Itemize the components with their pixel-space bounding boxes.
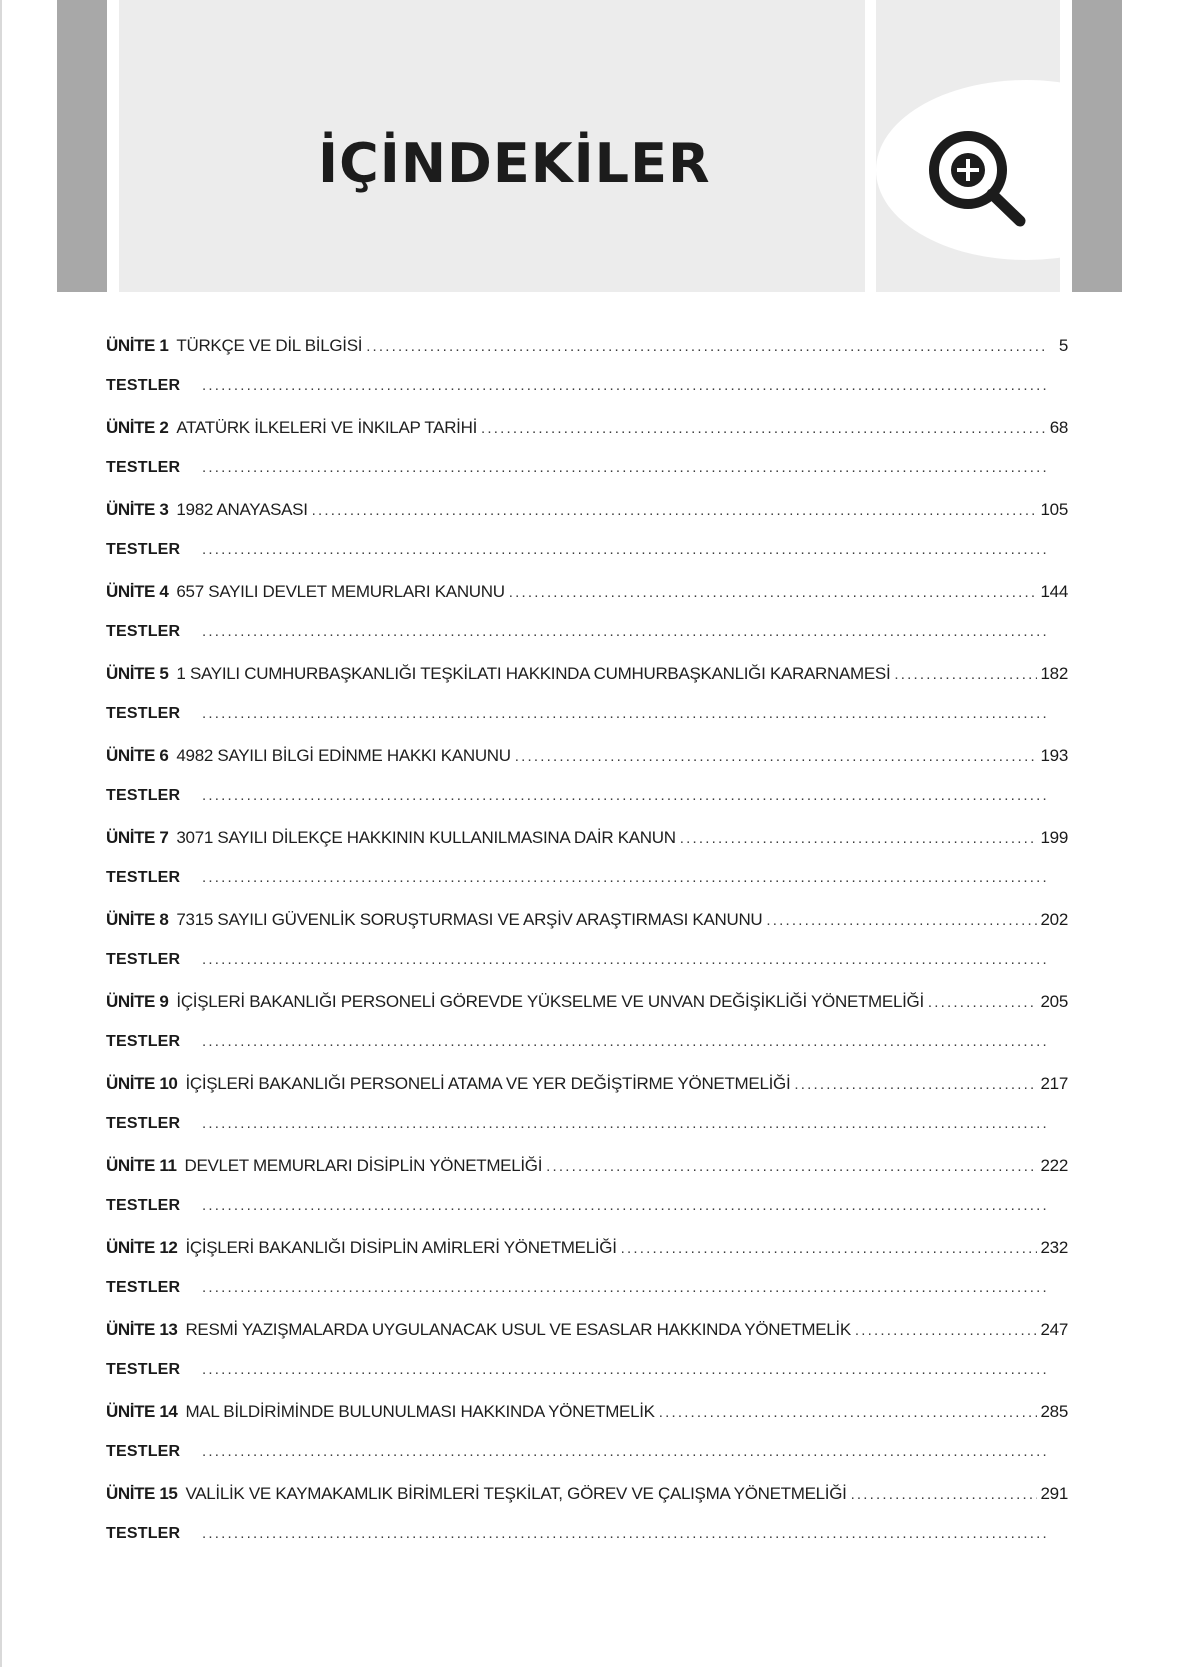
- zoom-in-icon: [926, 130, 1036, 230]
- unit-title: VALİLİK VE KAYMAKAMLIK BİRİMLERİ TEŞKİLAT, GÖREV VE ÇALIŞMA YÖNETMELİĞİ: [185, 1484, 847, 1503]
- dot-leader: [202, 1197, 1048, 1214]
- toc-test-row[interactable]: [106, 1115, 1068, 1156]
- toc-test-row[interactable]: [106, 705, 1068, 746]
- toc-test-row[interactable]: [106, 951, 1068, 992]
- test-label: TESTLER: [106, 459, 181, 476]
- dot-leader: [509, 584, 1037, 601]
- unit-number: ÜNİTE 3: [106, 500, 169, 519]
- dot-leader: [202, 1443, 1048, 1460]
- toc-test-row[interactable]: [106, 459, 1068, 500]
- unit-title: İÇİŞLERİ BAKANLIĞI DİSİPLİN AMİRLERİ YÖNETMELİĞİ: [185, 1238, 617, 1257]
- unit-number: ÜNİTE 6: [106, 746, 169, 765]
- test-label: TESTLER: [106, 1361, 181, 1378]
- test-label: TESTLER: [106, 1443, 181, 1460]
- header-icon-panel: [876, 0, 1060, 292]
- unit-number: ÜNİTE 7: [106, 828, 169, 847]
- unit-title: 7315 SAYILI GÜVENLİK SORUŞTURMASI VE ARŞİV ARAŞTIRMASI KANUNU: [176, 910, 763, 929]
- toc-unit-row[interactable]: [106, 746, 1068, 787]
- toc-unit-row[interactable]: [106, 1156, 1068, 1197]
- dot-leader: [202, 1361, 1048, 1378]
- dot-leader: [851, 1486, 1037, 1503]
- unit-number: ÜNİTE 14: [106, 1402, 178, 1421]
- dot-leader: [928, 994, 1037, 1011]
- dot-leader: [202, 1115, 1048, 1132]
- table-of-contents: [106, 336, 1068, 1566]
- toc-test-row[interactable]: [106, 1197, 1068, 1238]
- page-number: 247: [1040, 1320, 1068, 1339]
- dot-leader: [202, 787, 1048, 804]
- page-number: 182: [1040, 664, 1068, 683]
- toc-test-row[interactable]: [106, 1443, 1068, 1484]
- test-label: TESTLER: [106, 1115, 181, 1132]
- test-label: TESTLER: [106, 787, 181, 804]
- unit-title: İÇİŞLERİ BAKANLIĞI PERSONELİ GÖREVDE YÜKSELME VE UNVAN DEĞİŞİKLİĞİ YÖNETMELİĞİ: [176, 992, 924, 1011]
- dot-leader: [312, 502, 1037, 519]
- dot-leader: [202, 1033, 1048, 1050]
- dot-leader: [546, 1158, 1036, 1175]
- toc-unit-row[interactable]: [106, 418, 1068, 459]
- toc-test-row[interactable]: [106, 623, 1068, 664]
- dot-leader: [794, 1076, 1036, 1093]
- toc-unit-row[interactable]: [106, 664, 1068, 705]
- page-number: 202: [1040, 910, 1068, 929]
- dot-leader: [621, 1240, 1037, 1257]
- dot-leader: [481, 420, 1046, 437]
- page-number: 144: [1040, 582, 1068, 601]
- page-title: İÇİNDEKİLER: [318, 132, 711, 195]
- unit-title: 1 SAYILI CUMHURBAŞKANLIĞI TEŞKİLATI HAKKINDA CUMHURBAŞKANLIĞI KARARNAMESİ: [176, 664, 891, 683]
- page-number: 199: [1040, 828, 1068, 847]
- test-label: TESTLER: [106, 1033, 181, 1050]
- page-number: 285: [1040, 1402, 1068, 1421]
- test-label: TESTLER: [106, 623, 181, 640]
- dot-leader: [680, 830, 1037, 847]
- page-number: 232: [1040, 1238, 1068, 1257]
- dot-leader: [659, 1404, 1037, 1421]
- test-label: TESTLER: [106, 869, 181, 886]
- page-number: 205: [1040, 992, 1068, 1011]
- toc-test-row[interactable]: [106, 541, 1068, 582]
- unit-number: ÜNİTE 1: [106, 336, 169, 355]
- unit-number: ÜNİTE 15: [106, 1484, 178, 1503]
- dot-leader: [202, 623, 1048, 640]
- toc-unit-row[interactable]: [106, 1402, 1068, 1443]
- dot-leader: [894, 666, 1036, 683]
- test-label: TESTLER: [106, 705, 181, 722]
- page-number: 5: [1058, 336, 1068, 355]
- unit-title: 4982 SAYILI BİLGİ EDİNME HAKKI KANUNU: [176, 746, 511, 765]
- toc-unit-row[interactable]: [106, 582, 1068, 623]
- unit-title: ATATÜRK İLKELERİ VE İNKILAP TARİHİ: [176, 418, 478, 437]
- toc-unit-row[interactable]: [106, 1484, 1068, 1525]
- dot-leader: [202, 1525, 1048, 1542]
- toc-test-row[interactable]: [106, 787, 1068, 828]
- unit-title: 1982 ANAYASASI: [176, 500, 308, 519]
- header-band-left: [57, 0, 107, 292]
- page-number: 105: [1040, 500, 1068, 519]
- unit-title: TÜRKÇE VE DİL BİLGİSİ: [176, 336, 363, 355]
- toc-test-row[interactable]: [106, 1279, 1068, 1320]
- toc-test-row[interactable]: [106, 377, 1068, 418]
- header-band-right: [1072, 0, 1122, 292]
- test-label: TESTLER: [106, 1525, 181, 1542]
- dot-leader: [202, 951, 1048, 968]
- toc-unit-row[interactable]: [106, 1320, 1068, 1361]
- dot-leader: [855, 1322, 1037, 1339]
- toc-test-row[interactable]: [106, 1525, 1068, 1566]
- page-number: 68: [1049, 418, 1068, 437]
- dot-leader: [202, 459, 1048, 476]
- dot-leader: [202, 541, 1048, 558]
- unit-number: ÜNİTE 12: [106, 1238, 178, 1257]
- unit-title: MAL BİLDİRİMİNDE BULUNULMASI HAKKINDA YÖNETMELİK: [185, 1402, 655, 1421]
- dot-leader: [202, 1279, 1048, 1296]
- toc-unit-row[interactable]: [106, 910, 1068, 951]
- unit-title: 3071 SAYILI DİLEKÇE HAKKININ KULLANILMASINA DAİR KANUN: [176, 828, 676, 847]
- dot-leader: [766, 912, 1036, 929]
- toc-unit-row[interactable]: [106, 500, 1068, 541]
- unit-title: 657 SAYILI DEVLET MEMURLARI KANUNU: [176, 582, 505, 601]
- dot-leader: [202, 377, 1048, 394]
- toc-unit-row[interactable]: [106, 828, 1068, 869]
- unit-number: ÜNİTE 13: [106, 1320, 178, 1339]
- test-label: TESTLER: [106, 377, 181, 394]
- toc-unit-row[interactable]: [106, 1238, 1068, 1279]
- page-number: 291: [1040, 1484, 1068, 1503]
- dot-leader: [366, 338, 1048, 355]
- page-number: 222: [1040, 1156, 1068, 1175]
- unit-number: ÜNİTE 9: [106, 992, 169, 1011]
- unit-number: ÜNİTE 8: [106, 910, 169, 929]
- unit-number: ÜNİTE 5: [106, 664, 169, 683]
- toc-unit-row[interactable]: [106, 1074, 1068, 1115]
- unit-title: DEVLET MEMURLARI DİSİPLİN YÖNETMELİĞİ: [184, 1156, 543, 1175]
- page-number: 193: [1040, 746, 1068, 765]
- unit-number: ÜNİTE 2: [106, 418, 169, 437]
- test-label: TESTLER: [106, 951, 181, 968]
- unit-title: İÇİŞLERİ BAKANLIĞI PERSONELİ ATAMA VE YER DEĞİŞTİRME YÖNETMELİĞİ: [185, 1074, 791, 1093]
- unit-number: ÜNİTE 10: [106, 1074, 178, 1093]
- toc-unit-row[interactable]: [106, 992, 1068, 1033]
- dot-leader: [202, 705, 1048, 722]
- unit-title: RESMİ YAZIŞMALARDA UYGULANACAK USUL VE ESASLAR HAKKINDA YÖNETMELİK: [185, 1320, 851, 1339]
- dot-leader: [515, 748, 1037, 765]
- test-label: TESTLER: [106, 541, 181, 558]
- toc-unit-row[interactable]: [106, 336, 1068, 377]
- page-edge: [0, 0, 2, 1667]
- test-label: TESTLER: [106, 1279, 181, 1296]
- page-number: 217: [1040, 1074, 1068, 1093]
- unit-number: ÜNİTE 11: [106, 1156, 177, 1175]
- toc-test-row[interactable]: [106, 1033, 1068, 1074]
- unit-number: ÜNİTE 4: [106, 582, 169, 601]
- toc-test-row[interactable]: [106, 869, 1068, 910]
- dot-leader: [202, 869, 1048, 886]
- toc-test-row[interactable]: [106, 1361, 1068, 1402]
- test-label: TESTLER: [106, 1197, 181, 1214]
